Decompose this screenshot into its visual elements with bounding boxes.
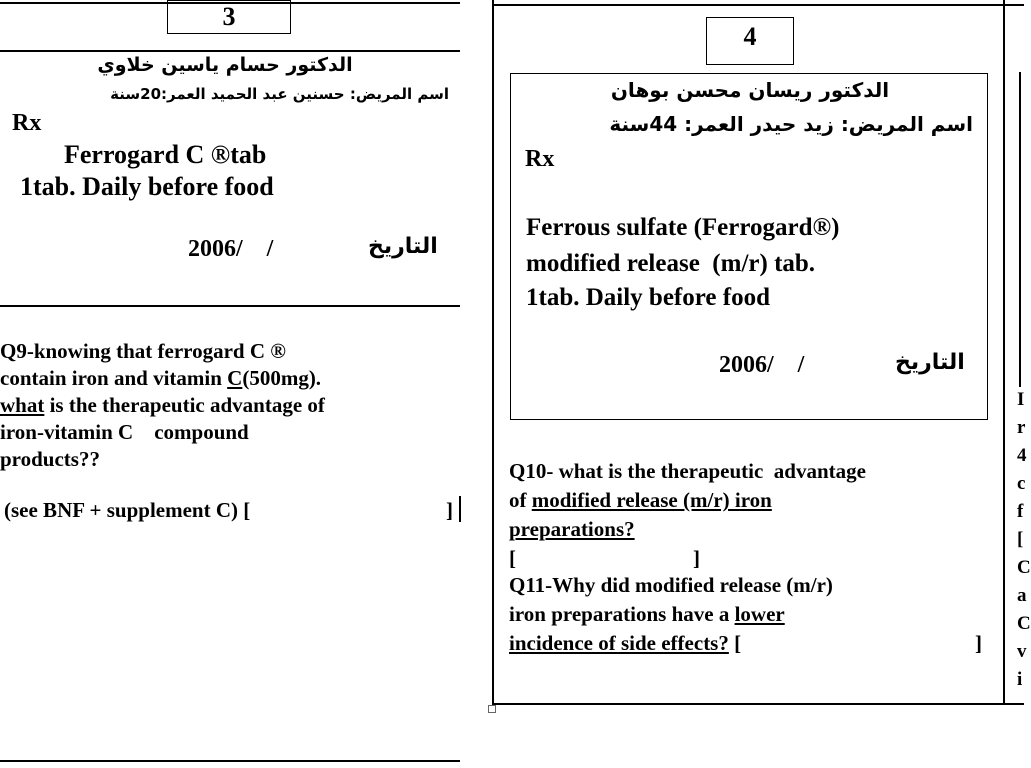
date-value: 2006/ /	[188, 236, 274, 262]
age-value: 44	[649, 112, 678, 136]
date-label: التاريخ	[368, 234, 438, 259]
fragment: [	[1017, 529, 1024, 550]
q9-reference	[4, 496, 250, 525]
drug-name: Ferrous sulfate (Ferrogard®)	[526, 214, 840, 241]
rx-symbol: Rx	[525, 146, 555, 172]
question-10	[509, 457, 866, 573]
fragment: f	[1017, 501, 1024, 522]
far-right-fragments	[1017, 386, 1031, 694]
fragment: v	[1017, 641, 1027, 662]
dosage-instruction: 1tab. Daily before food	[20, 172, 274, 201]
q9-answer-close: ]	[446, 498, 453, 522]
age-value: 20	[140, 85, 162, 103]
prescription-number-box	[706, 17, 794, 65]
q11-line: iron preparations have a lower	[509, 602, 785, 626]
q9-reference-text: (see BNF + supplement C) [	[4, 498, 251, 522]
q11-emphasis: incidence of side effects?	[509, 631, 729, 655]
q10-line: Q10- what is the therapeutic advantage	[509, 459, 866, 483]
fragment: i	[1017, 669, 1023, 690]
cell-bottom-rule	[492, 703, 1024, 705]
fragment: r	[1017, 417, 1026, 438]
date-label: التاريخ	[895, 350, 965, 375]
doctor-name: الدكتور حسام ياسين خلاوي	[97, 54, 353, 76]
patient-name: زيد حيدر	[750, 112, 834, 136]
fragment: C	[1017, 557, 1031, 578]
question-9	[0, 338, 325, 473]
date-value: 2006/ /	[719, 352, 805, 378]
section-rule-left	[0, 305, 460, 307]
patient-name: حسنين عبد الحميد	[210, 85, 345, 103]
patient-label: اسم المريض:	[349, 85, 449, 103]
dosage-instruction: 1tab. Daily before food	[526, 284, 770, 311]
fragment: a	[1017, 585, 1027, 606]
q10-line: of modified release (m/r) iron	[509, 488, 772, 512]
left-vertical-stub	[459, 496, 461, 522]
q10-answer-brackets: [ ]	[509, 546, 700, 570]
q10-emphasis: modified release (m/r) iron	[531, 488, 772, 512]
header-rule-left	[0, 50, 460, 52]
drug-name: Ferrogard C ®tab	[64, 140, 267, 169]
q9-line: Q9-knowing that ferrogard C ®	[0, 339, 286, 363]
table-resize-handle[interactable]	[488, 705, 496, 713]
cell-left-border	[492, 0, 494, 705]
prescription-card	[510, 73, 988, 420]
question-11	[509, 571, 982, 658]
drug-formulation: modified release (m/r) tab.	[526, 250, 816, 277]
rx-symbol: Rx	[12, 110, 42, 136]
cell-top-rule	[492, 4, 1024, 6]
fragment: I	[1017, 389, 1025, 410]
cell-right-border	[1003, 0, 1005, 705]
age-label: العمر:	[684, 112, 744, 136]
q9-line: what is the therapeutic advantage of	[0, 393, 325, 417]
patient-label: اسم المريض:	[840, 112, 973, 136]
prescription-number: 4	[743, 22, 757, 51]
q9-line: iron-vitamin C compound	[0, 420, 249, 444]
q9-line: contain iron and vitamin C(500mg).	[0, 366, 322, 390]
q11-line: Q11-Why did modified release (m/r)	[509, 573, 833, 597]
prescription-number-box	[167, 0, 291, 34]
patient-line	[609, 112, 973, 136]
q10-line: preparations?	[509, 517, 635, 541]
q11-line: incidence of side effects? [ ]	[509, 631, 982, 655]
fragment: 4	[1017, 445, 1027, 466]
far-right-inner-border	[1019, 72, 1021, 387]
age-unit: سنة	[609, 112, 650, 136]
bottom-rule-left	[0, 760, 460, 762]
q11-emphasis: lower	[734, 602, 785, 626]
fragment: C	[1017, 613, 1031, 634]
age-label: العمر:	[161, 85, 206, 103]
prescription-number: 3	[222, 2, 236, 31]
doctor-name: الدكتور ريسان محسن بوهان	[610, 78, 890, 102]
fragment: c	[1017, 473, 1026, 494]
patient-line	[110, 85, 449, 103]
q9-line: products??	[0, 447, 100, 471]
age-unit: سنة	[110, 85, 141, 103]
